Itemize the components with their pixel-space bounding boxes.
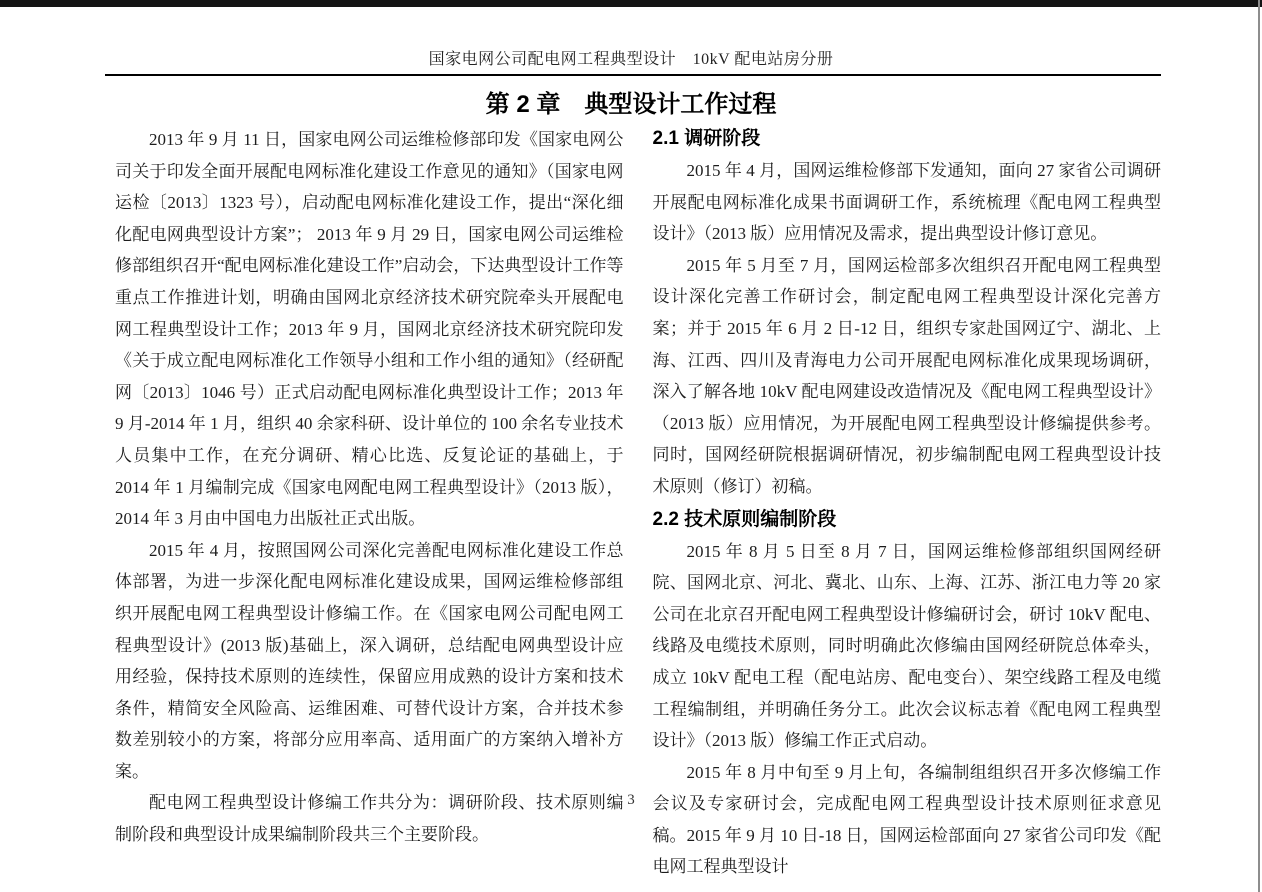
paragraph-principle-draft: 2015 年 8 月中旬至 9 月上旬，各编制组组织召开多次修编工作会议及专家研讨会，完成配电网工程典型设计技术原则征求意见稿。2015 年 9 月 10 日-18 日，国网运检部面向 27 家省公司印发《配电网工程典型设计 [652,762,1161,877]
paragraph-principle-meeting: 2015 年 8 月 5 日至 8 月 7 日，国网运维检修部组织国网经研院、国网北京、河北、冀北、山东、上海、江苏、浙江电力等 20 家公司在北京召开配电网工程典型设计修编研讨会，研讨 10kV 配电、线路及电缆技术原则，同时明确此次修编由国网经研院总体牵头，成立 10kV 配电工程（配电站房、配电变台）、架空线路工程及电缆工程编制组，并明确任务分工。此次会议标志着《配电网工程典型设计》（2013 版）修编工作正式启动。 [652,541,1161,751]
running-header: 国家电网公司配电网工程典型设计 10kV 配电站房分册 [428,51,834,68]
chapter-title: 第 2 章 典型设计工作过程 [485,91,777,118]
paragraph-survey-notice: 2015 年 4 月，国网运维检修部下发通知，面向 27 家省公司调研开展配电网标准化成果书面调研工作，系统梳理《配电网工程典型设计》（2013 版）应用情况及需求，提出典型设计修订意见。 [652,161,1161,244]
paragraph-history-2013: 2013 年 9 月 11 日，国家电网公司运维检修部印发《国家电网公司关于印发全面开展配电网标准化建设工作意见的通知》（国家电网运检〔2013〕1323 号），启动配电网标准化建设工作，提出“深化细化配电网典型设计方案”； 2013 年 9 月 29 日，国家电网公司运维检修部组织召开“配电网标准化建设工作”启动会，下达典型设计工作等重点工作推进计划，明确由国网北京经济技术研究院牵头开展配电网工程典型设计工作；2013 年 9 月，国网北京经济技术研究院印发《关于成立配电网标准化工作领导小组和工作小组的通知》（经研配网〔2013〕1046 号）正式启动配电网标准化典型设计工作；2013 年 9 月-2014 年 1 月，组织 40 余家科研、设计单位的 100 余名专业技术人员集中工作，在充分调研、精心比选、反复论证的基础上，于 2014 年 1 月编制完成《国家电网配电网工程典型设计》（2013 版），2014 年 3 月由中国电力出版社正式出版。 [115,130,624,529]
section-heading-2-1: 2.1 调研阶段 [652,128,761,149]
left-column [115,124,624,883]
scan-top-edge [0,0,1262,7]
two-column-body [115,124,1161,883]
scan-right-edge [1258,0,1260,892]
header-rule [105,74,1161,76]
paragraph-stages-overview: 配电网工程典型设计修编工作共分为：调研阶段、技术原则编制阶段和典型设计成果编制阶段共三个主要阶段。 [115,793,624,845]
page-number: 3 [627,792,635,808]
section-heading-2-2: 2.2 技术原则编制阶段 [652,508,837,530]
right-column [653,124,1162,883]
paragraph-survey-fieldwork: 2015 年 5 月至 7 月，国网运检部多次组织召开配电网工程典型设计深化完善工作研讨会，制定配电网工程典型设计深化完善方案；并于 2015 年 6 月 2 日-12 日，组织专家赴国网辽宁、湖北、上海、江西、四川及青海电力公司开展配电网标准化成果现场调研，深入了解各地 10kV 配电网建设改造情况及《配电网工程典型设计》（2013 版）应用情况，为开展配电网工程典型设计修编提供参考。同时，国网经研院根据调研情况，初步编制配电网工程典型设计技术原则（修订）初稿。 [652,255,1161,496]
paragraph-revision-2015: 2015 年 4 月，按照国网公司深化完善配电网标准化建设工作总体部署，为进一步深化配电网标准化建设成果，国网运维检修部组织开展配电网工程典型设计修编工作。在《国家电网公司配电网工程典型设计》(2013 版)基础上，深入调研，总结配电网典型设计应用经验，保持技术原则的连续性，保留应用成熟的设计方案和技术条件，精简安全风险高、运维困难、可替代设计方案，合并技术参数差别较小的方案，将部分应用率高、适用面广的方案纳入增补方案。 [115,540,624,781]
